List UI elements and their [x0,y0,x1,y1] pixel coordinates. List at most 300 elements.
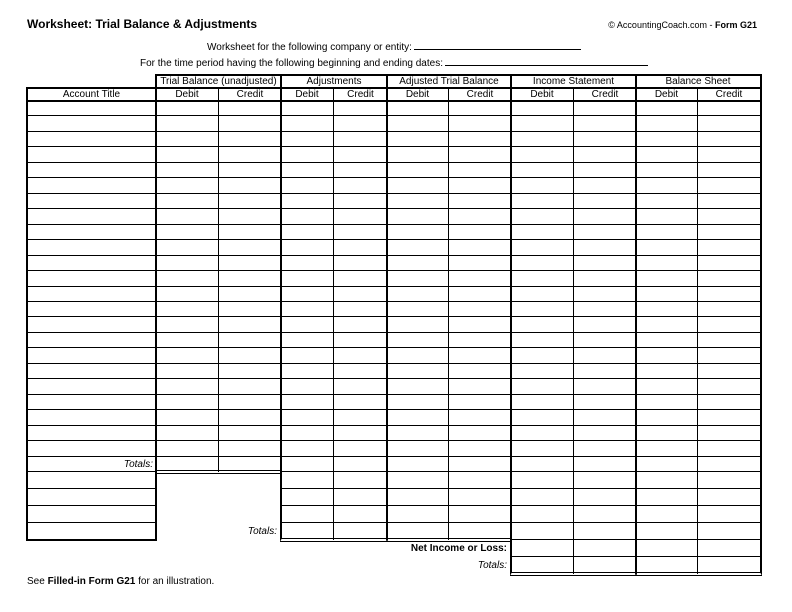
adjustments-group-header: Adjustments [306,76,362,87]
trial-balance-debit-cell [156,364,219,379]
income-statement-debit-cell [511,395,574,410]
balance-sheet-debit-cell [636,523,698,540]
adjustments-credit-cell [334,225,387,240]
balance-sheet-debit-cell [636,132,698,147]
company-prompt: Worksheet for the following company or entity: [207,42,412,53]
adjustments-credit-cell [334,489,387,506]
trial-balance-credit-cell [219,364,281,379]
trial-balance-debit-cell [156,426,219,441]
trial-balance-debit-cell [156,302,219,317]
account-title-cell [27,147,156,163]
trial-balance-debit-cell [156,101,219,116]
adjusted-trial-balance-debit-cell [387,287,449,302]
trial-balance-debit-cell [156,457,219,472]
adjustments-debit-cell [281,317,334,333]
account-title-cell [27,441,156,457]
income-statement-debit-cell [511,441,574,457]
adjustments-debit-cell [281,348,334,364]
income-statement-debit-cell [511,472,574,489]
balance-sheet-credit-cell [698,271,760,287]
trial-balance-credit-cell [219,302,281,317]
account-title-cell [27,489,156,506]
adjustments-debit-cell [281,457,334,472]
income-statement-debit-cell [511,489,574,506]
income-statement-debit-cell [511,379,574,395]
account-title-cell [27,506,156,523]
adjustments-debit-cell [281,441,334,457]
account-title-cell [27,395,156,410]
filled-in-form-reference: Filled-in Form G21 [47,576,136,587]
balance-sheet-debit-cell [636,317,698,333]
balance-sheet-debit-cell [636,256,698,271]
adjustments-credit-cell [334,395,387,410]
adjusted-trial-balance-credit-cell [449,101,511,116]
balance-sheet-debit-cell [636,410,698,426]
adjustments-debit-cell [281,178,334,194]
income-statement-group-header: Income Statement [532,76,615,87]
trial-balance-credit-cell [219,116,281,132]
balance-sheet-credit-cell [698,116,760,132]
trial-balance-debit-cell [156,271,219,287]
balance-sheet-debit-cell [636,287,698,302]
balance-sheet-credit-header: Credit [715,89,743,100]
balance-sheet-credit-cell [698,348,760,364]
income-statement-credit-cell [574,540,636,557]
adjustments-debit-cell [281,240,334,256]
income-statement-credit-cell [574,410,636,426]
trial-balance-debit-cell [156,194,219,209]
adjusted-trial-balance-credit-cell [449,116,511,132]
adjustments-totals-label: Totals: [247,526,277,537]
adjusted-trial-balance-credit-cell [449,489,511,506]
income-statement-credit-cell [574,472,636,489]
account-title-cell [27,209,156,225]
income-statement-credit-cell [574,101,636,116]
adjustments-credit-cell [334,116,387,132]
adjusted-trial-balance-debit-cell [387,225,449,240]
balance-sheet-debit-cell [636,101,698,116]
adjusted-trial-balance-credit-cell [449,317,511,333]
adjusted-trial-balance-credit-cell [449,333,511,348]
adjustments-credit-cell [334,271,387,287]
adjustments-credit-cell [334,178,387,194]
adjusted-trial-balance-credit-cell [449,441,511,457]
adjusted-trial-balance-debit-cell [387,116,449,132]
balance-sheet-debit-cell [636,540,698,557]
trial-balance-debit-cell [156,178,219,194]
trial-balance-credit-cell [219,240,281,256]
trial-balance-debit-cell [156,209,219,225]
trial-balance-debit-cell [156,287,219,302]
balance-sheet-credit-cell [698,317,760,333]
adjusted-trial-balance-debit-cell [387,302,449,317]
trial-balance-credit-header: Credit [236,89,264,100]
adjusted-trial-balance-debit-cell [387,364,449,379]
trial-balance-debit-cell [156,348,219,364]
adjustments-credit-cell [334,147,387,163]
adjusted-trial-balance-credit-cell [449,523,511,540]
adjusted-trial-balance-credit-cell [449,426,511,441]
trial-balance-credit-cell [219,101,281,116]
trial-balance-debit-cell [156,317,219,333]
account-title-header: Account Title [62,89,121,100]
balance-sheet-credit-cell [698,302,760,317]
adjustments-debit-cell [281,523,334,540]
adjusted-trial-balance-credit-cell [449,209,511,225]
adjustments-debit-header: Debit [281,88,334,101]
trial-balance-credit-cell [219,457,281,472]
balance-sheet-debit-header: Debit [636,88,698,101]
income-statement-debit-cell [511,287,574,302]
adjusted-trial-balance-credit-cell [449,348,511,364]
income-statement-debit-cell [511,147,574,163]
trial-balance-credit-cell [219,287,281,302]
adjusted-trial-balance-debit-cell [387,271,449,287]
balance-sheet-credit-cell [698,364,760,379]
account-title-cell [27,287,156,302]
adjustments-debit-cell [281,379,334,395]
adjusted-trial-balance-debit-header: Debit [387,88,449,101]
income-statement-debit-cell [511,271,574,287]
trial-balance-debit-cell [156,225,219,240]
adjustments-debit-cell [281,472,334,489]
trial-balance-credit-cell [219,379,281,395]
balance-sheet-debit-cell [636,271,698,287]
trial-balance-credit-cell [219,256,281,271]
adjusted-trial-balance-debit-cell [387,256,449,271]
adjustments-credit-cell [334,348,387,364]
balance-sheet-debit-cell [636,225,698,240]
income-statement-debit-cell [511,426,574,441]
form-code: Form G21 [714,20,757,30]
adjusted-trial-balance-credit-cell [449,457,511,472]
balance-sheet-credit-cell [698,194,760,209]
account-title-cell [27,194,156,209]
account-title-cell [27,302,156,317]
adjustments-debit-cell [281,302,334,317]
balance-sheet-credit-cell [698,472,760,489]
balance-sheet-credit-cell [698,163,760,178]
income-statement-debit-cell [511,333,574,348]
income-statement-debit-cell [511,457,574,472]
balance-sheet-debit-cell [636,489,698,506]
income-statement-credit-cell [574,178,636,194]
adjusted-trial-balance-credit-cell [449,194,511,209]
adjustments-credit-cell [334,410,387,426]
adjusted-trial-balance-credit-cell [449,287,511,302]
balance-sheet-credit-cell [698,426,760,441]
balance-sheet-credit-cell [698,333,760,348]
adjustments-credit-cell [334,287,387,302]
income-statement-debit-cell [511,364,574,379]
trial-balance-credit-cell [219,348,281,364]
adjustments-credit-cell [334,317,387,333]
trial-balance-debit-cell [156,256,219,271]
footer-prefix: See [27,576,48,587]
adjustments-credit-cell [334,523,387,540]
balance-sheet-credit-cell [698,489,760,506]
income-statement-credit-cell [574,116,636,132]
adjusted-trial-balance-debit-cell [387,426,449,441]
trial-balance-group-header: Trial Balance (unadjusted) [160,76,277,87]
trial-balance-credit-cell [219,271,281,287]
adjustments-debit-cell [281,101,334,116]
income-statement-debit-cell [511,240,574,256]
form-reference [608,20,757,31]
adjustments-credit-cell [334,333,387,348]
adjustments-credit-cell [334,379,387,395]
account-title-cell [27,472,156,489]
account-title-cell [27,364,156,379]
trial-balance-debit-cell [156,441,219,457]
income-statement-credit-cell [574,333,636,348]
adjusted-trial-balance-credit-cell [449,147,511,163]
income-statement-credit-cell [574,557,636,574]
adjusted-trial-balance-credit-cell [449,256,511,271]
adjusted-trial-balance-credit-cell [449,132,511,147]
adjustments-credit-cell [334,364,387,379]
income-statement-debit-cell [511,256,574,271]
income-statement-debit-cell [511,523,574,540]
adjustments-debit-cell [281,256,334,271]
balance-sheet-debit-cell [636,506,698,523]
balance-sheet-credit-cell [698,225,760,240]
trial-balance-debit-cell [156,395,219,410]
income-statement-credit-cell [574,348,636,364]
income-statement-credit-cell [574,147,636,163]
adjusted-trial-balance-credit-cell [449,302,511,317]
adjustments-credit-header: Credit [347,89,374,100]
footer-suffix: for an illustration. [135,576,215,587]
adjustments-debit-cell [281,506,334,523]
adjusted-trial-balance-debit-cell [387,410,449,426]
trial-balance-totals-label: Totals: [123,459,153,470]
adjusted-trial-balance-debit-cell [387,132,449,147]
adjusted-trial-balance-debit-cell [387,489,449,506]
adjusted-trial-balance-credit-cell [449,240,511,256]
balance-sheet-debit-cell [636,209,698,225]
balance-sheet-credit-cell [698,457,760,472]
trial-balance-debit-cell [156,163,219,178]
income-statement-debit-cell [511,348,574,364]
adjusted-trial-balance-debit-cell [387,472,449,489]
income-statement-credit-cell [574,379,636,395]
adjusted-trial-balance-debit-cell [387,194,449,209]
account-title-cell [27,225,156,240]
trial-balance-credit-cell [219,209,281,225]
adjustments-credit-cell [334,506,387,523]
balance-sheet-debit-cell [636,178,698,194]
net-income-or-loss-label: Net Income or Loss: [410,543,507,554]
income-statement-credit-cell [574,302,636,317]
adjustments-debit-cell [281,209,334,225]
balance-sheet-credit-cell [698,557,760,574]
income-statement-debit-cell [511,410,574,426]
trial-balance-debit-cell [156,147,219,163]
trial-balance-credit-cell [219,132,281,147]
adjusted-trial-balance-credit-cell [449,410,511,426]
account-title-cell [27,426,156,441]
account-title-cell [27,256,156,271]
company-line [207,40,581,54]
adjusted-trial-balance-debit-cell [387,506,449,523]
income-statement-debit-cell [511,116,574,132]
balance-sheet-debit-cell [636,116,698,132]
income-statement-credit-cell [574,489,636,506]
trial-balance-credit-cell [219,395,281,410]
adjusted-trial-balance-debit-cell [387,240,449,256]
adjusted-trial-balance-credit-cell [449,395,511,410]
account-title-cell [27,178,156,194]
income-statement-credit-cell [574,395,636,410]
income-statement-debit-cell [511,540,574,557]
trial-balance-credit-cell [219,225,281,240]
period-dates-blank [445,56,648,66]
adjusted-trial-balance-credit-cell [449,506,511,523]
balance-sheet-debit-cell [636,395,698,410]
balance-sheet-debit-cell [636,348,698,364]
adjustments-credit-cell [334,256,387,271]
adjusted-trial-balance-debit-cell [387,317,449,333]
period-prompt: For the time period having the following beginning and ending dates: [140,58,443,69]
balance-sheet-credit-cell [698,523,760,540]
worksheet-title: Worksheet: Trial Balance & Adjustments [27,17,258,31]
account-title-cell [27,240,156,256]
account-title-cell [27,132,156,147]
trial-balance-debit-cell [156,240,219,256]
adjustments-debit-cell [281,271,334,287]
adjustments-credit-cell [334,426,387,441]
adjustments-debit-cell [281,395,334,410]
trial-balance-credit-cell [219,426,281,441]
account-title-cell [27,348,156,364]
adjustments-debit-cell [281,147,334,163]
balance-sheet-credit-cell [698,132,760,147]
account-title-cell [27,379,156,395]
account-title-cell [27,317,156,333]
balance-sheet-debit-cell [636,364,698,379]
balance-sheet-debit-cell [636,457,698,472]
adjustments-debit-cell [281,194,334,209]
trial-balance-credit-cell [219,317,281,333]
trial-balance-credit-cell [219,163,281,178]
income-statement-debit-cell [511,163,574,178]
balance-sheet-debit-cell [636,163,698,178]
account-title-cell [27,163,156,178]
trial-balance-credit-cell [219,333,281,348]
income-statement-credit-cell [574,209,636,225]
adjusted-trial-balance-debit-cell [387,348,449,364]
adjusted-trial-balance-debit-cell [387,178,449,194]
adjusted-trial-balance-debit-cell [387,333,449,348]
adjustments-credit-cell [334,240,387,256]
income-statement-credit-cell [574,225,636,240]
income-statement-credit-cell [574,426,636,441]
balance-sheet-debit-cell [636,194,698,209]
adjustments-credit-cell [334,457,387,472]
adjusted-trial-balance-debit-cell [387,147,449,163]
adjusted-trial-balance-debit-cell [387,457,449,472]
adjustments-debit-cell [281,225,334,240]
income-statement-debit-header: Debit [511,88,574,101]
copyright-source: © AccountingCoach.com - [608,20,715,30]
income-statement-credit-cell [574,523,636,540]
balance-sheet-credit-cell [698,101,760,116]
balance-sheet-debit-cell [636,472,698,489]
adjusted-trial-balance-credit-cell [449,472,511,489]
balance-sheet-credit-cell [698,209,760,225]
footer-note [27,576,214,588]
balance-sheet-debit-cell [636,379,698,395]
income-statement-credit-cell [574,256,636,271]
income-statement-credit-cell [574,317,636,333]
income-statement-credit-cell [574,364,636,379]
trial-balance-debit-cell [156,410,219,426]
balance-sheet-credit-cell [698,287,760,302]
account-title-cell [27,410,156,426]
adjusted-trial-balance-credit-cell [449,178,511,194]
adjusted-trial-balance-debit-cell [387,523,449,540]
adjustments-credit-cell [334,132,387,147]
adjustments-credit-cell [334,194,387,209]
income-statement-debit-cell [511,317,574,333]
adjustments-debit-cell [281,132,334,147]
trial-balance-debit-cell [156,132,219,147]
adjusted-trial-balance-credit-cell [449,379,511,395]
adjusted-trial-balance-credit-cell [449,163,511,178]
income-statement-debit-cell [511,209,574,225]
adjustments-debit-cell [281,163,334,178]
trial-balance-debit-cell [156,379,219,395]
adjusted-trial-balance-credit-header: Credit [466,89,494,100]
balance-sheet-debit-cell [636,426,698,441]
balance-sheet-credit-cell [698,410,760,426]
income-statement-credit-cell [574,240,636,256]
adjustments-credit-cell [334,472,387,489]
adjusted-trial-balance-credit-cell [449,364,511,379]
balance-sheet-debit-cell [636,147,698,163]
income-statement-credit-header: Credit [591,89,619,100]
balance-sheet-debit-cell [636,557,698,574]
balance-sheet-credit-cell [698,147,760,163]
account-title-cell [27,271,156,287]
income-statement-debit-cell [511,194,574,209]
balance-sheet-debit-cell [636,302,698,317]
account-title-cell [27,116,156,132]
adjustments-debit-cell [281,364,334,379]
balance-sheet-credit-cell [698,441,760,457]
adjusted-trial-balance-credit-cell [449,271,511,287]
balance-sheet-credit-cell [698,506,760,523]
balance-sheet-credit-cell [698,256,760,271]
balance-sheet-debit-cell [636,441,698,457]
account-title-cell [27,523,156,540]
balance-sheet-group-header: Balance Sheet [665,76,731,87]
adjustments-credit-cell [334,302,387,317]
adjusted-trial-balance-debit-cell [387,209,449,225]
income-statement-credit-cell [574,457,636,472]
income-statement-credit-cell [574,441,636,457]
column-header-divider [27,100,760,102]
company-name-blank [414,40,581,50]
balance-sheet-credit-cell [698,240,760,256]
adjustments-debit-cell [281,410,334,426]
income-statement-debit-cell [511,225,574,240]
income-statement-debit-cell [511,506,574,523]
account-title-cell [27,333,156,348]
adjustments-debit-cell [281,426,334,441]
trial-balance-debit-cell [156,333,219,348]
